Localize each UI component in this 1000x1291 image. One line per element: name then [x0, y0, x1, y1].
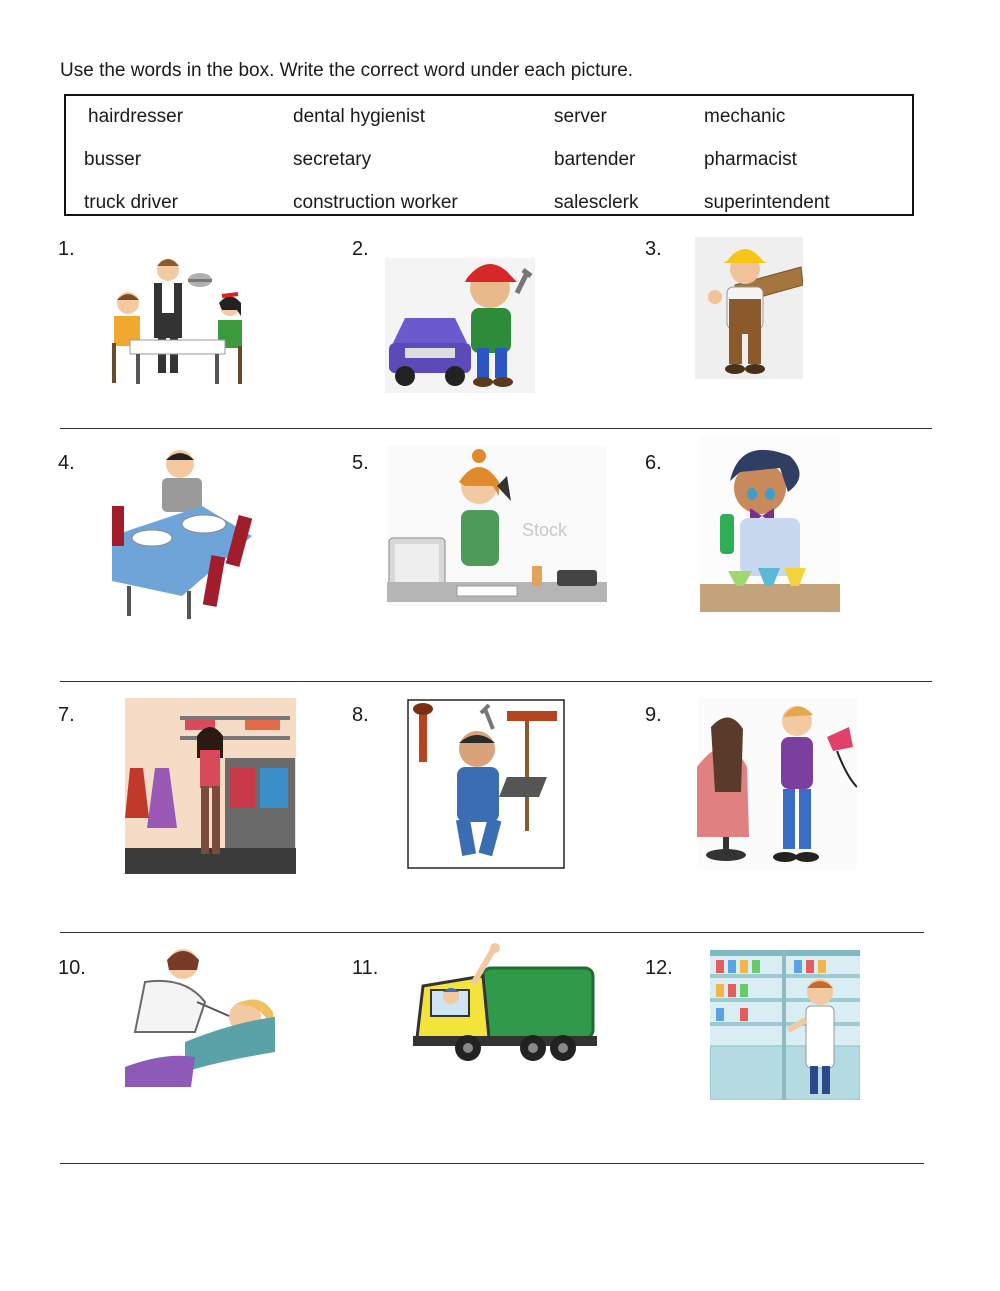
word-pharmacist: pharmacist: [704, 149, 797, 170]
word-busser: busser: [84, 149, 142, 170]
word-bartender: bartender: [554, 149, 636, 170]
busser-illustration: [112, 446, 254, 622]
salesclerk-illustration: [125, 698, 296, 874]
word-server: server: [554, 106, 607, 127]
secretary-illustration: [387, 446, 607, 606]
item-number-2: 2.: [352, 238, 369, 260]
watermark: Stock: [522, 520, 568, 540]
server-illustration: [100, 248, 250, 393]
truck-driver-illustration: [413, 940, 597, 1068]
item-number-11: 11.: [352, 957, 379, 979]
word-construction-worker: construction worker: [293, 192, 458, 213]
instructions: Use the words in the box. Write the correct word under each picture.: [60, 60, 634, 81]
bartender-illustration: [700, 436, 840, 614]
word-dental-hygienist: dental hygienist: [293, 106, 426, 127]
word-hairdresser: hairdresser: [88, 106, 184, 127]
mechanic-illustration: [385, 248, 535, 393]
answer-line-row-3[interactable]: [60, 932, 924, 933]
construction-worker-illustration: [695, 237, 803, 379]
word-salesclerk: salesclerk: [554, 192, 639, 213]
hairdresser-illustration: [697, 697, 857, 869]
item-number-6: 6.: [645, 452, 662, 474]
word-box: [64, 94, 914, 216]
item-number-3: 3.: [645, 238, 662, 260]
word-superintendent: superintendent: [704, 192, 830, 213]
pharmacist-illustration: [710, 950, 860, 1100]
answer-line-row-1[interactable]: [60, 428, 932, 429]
word-secretary: secretary: [293, 149, 372, 170]
item-number-1: 1.: [58, 238, 75, 260]
item-number-4: 4.: [58, 452, 75, 474]
item-number-12: 12.: [645, 957, 673, 979]
item-number-9: 9.: [645, 704, 662, 726]
dental-hygienist-illustration: [125, 942, 280, 1090]
answer-line-row-4[interactable]: [60, 1163, 924, 1164]
item-number-10: 10.: [58, 957, 86, 979]
item-number-7: 7.: [58, 704, 75, 726]
answer-line-row-2[interactable]: [60, 681, 932, 682]
item-number-5: 5.: [352, 452, 369, 474]
item-number-8: 8.: [352, 704, 369, 726]
superintendent-illustration: [407, 699, 565, 869]
word-mechanic: mechanic: [704, 106, 786, 127]
word-truck-driver: truck driver: [84, 192, 178, 213]
